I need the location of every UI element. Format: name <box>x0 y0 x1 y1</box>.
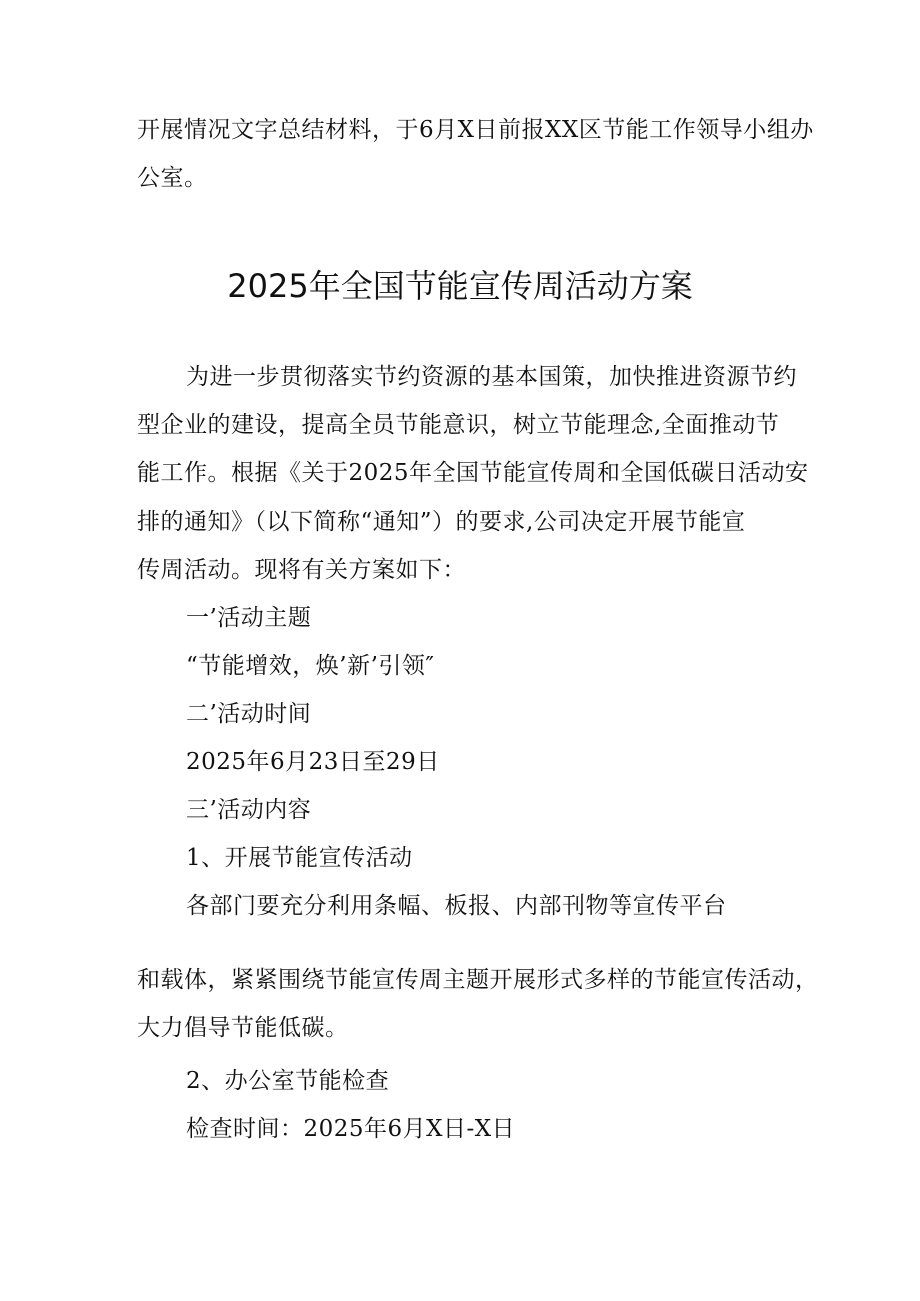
paragraph-line: 为进一步贯彻落实节约资源的基本国策，加快推进资源节约 <box>186 364 797 390</box>
paragraph-line: 和载体，紧紧围绕节能宣传周主题开展形式多样的节能宣传活动， <box>137 967 819 993</box>
paragraph-line: 各部门要充分利用条幅、板报、内部刊物等宣传平台 <box>186 893 727 919</box>
intro-continuation-line: 开展情况文字总结材料，于6月X日前报XX区节能工作领导小组办 <box>137 117 814 143</box>
paragraph-line: 能工作。根据《关于2025年全国节能宣传周和全国低碳日活动安 <box>137 460 809 486</box>
paragraph-line: 型企业的建设，提高全员节能意识，树立节能理念,全面推动节 <box>137 412 780 438</box>
section-content: 2025年6月23日至29日 <box>186 749 440 775</box>
section-heading: 一’活动主题 <box>186 605 312 631</box>
subsection-heading: 1、开展节能宣传活动 <box>186 845 413 871</box>
section-content: “节能增效，焕’新’引领″ <box>186 653 435 679</box>
inspection-time: 检查时间：2025年6月X日-X日 <box>186 1116 516 1142</box>
section-heading: 二’活动时间 <box>186 701 312 727</box>
paragraph-line: 大力倡导节能低碳。 <box>137 1015 349 1041</box>
paragraph-line: 传周活动。现将有关方案如下： <box>137 557 466 583</box>
document-title: 2025年全国节能宣传周活动方案 <box>227 267 693 305</box>
subsection-heading: 2、办公室节能检查 <box>186 1068 390 1094</box>
section-heading: 三’活动内容 <box>186 797 312 823</box>
paragraph-line: 排的通知》（以下简称“通知”）的要求,公司决定开展节能宣 <box>137 509 746 535</box>
intro-continuation-line: 公室。 <box>137 165 208 191</box>
